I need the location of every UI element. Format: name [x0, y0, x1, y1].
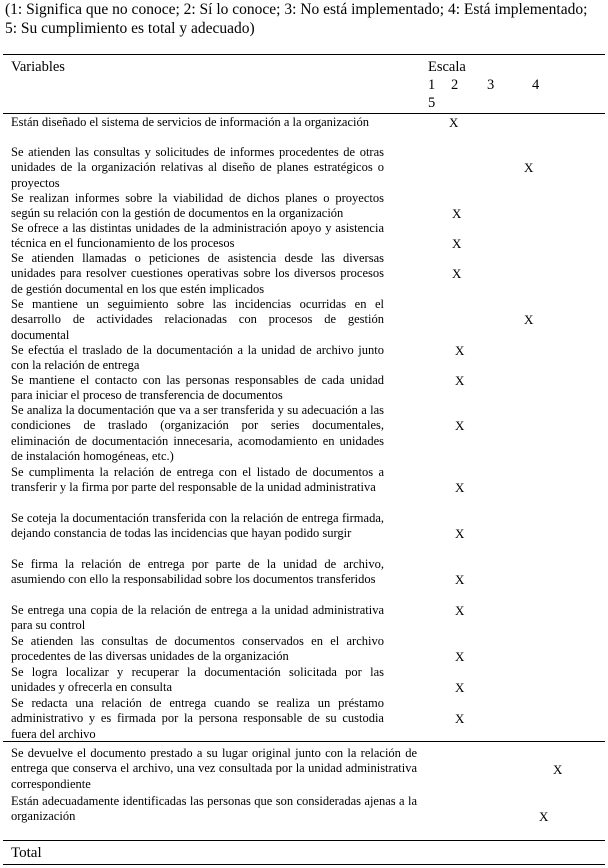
scale-mark: X [452, 266, 462, 281]
scale-mark: X [455, 572, 465, 587]
table-bottom-rule [3, 864, 605, 865]
variable-text: Se atienden las consultas de documentos conservados en el archivo procedentes de las diversas unidades de la organización [11, 634, 384, 664]
total-top-rule [3, 840, 605, 841]
scale-mark: X [524, 160, 534, 175]
scale-value-5: 5 [428, 95, 436, 111]
scale-mark: X [455, 649, 465, 664]
scale-mark: X [455, 373, 465, 388]
variables-header: Variables [11, 59, 65, 75]
header-bottom-rule [3, 113, 605, 114]
variable-text: Se logra localizar y recuperar la documentación solicitada por las unidades y ofrecerla en consulta [11, 665, 384, 695]
scale-mark: X [455, 711, 465, 726]
scale-mark: X [455, 603, 465, 618]
scale-mark: X [455, 526, 465, 541]
section-divider-rule [3, 741, 605, 742]
variable-text: Se mantiene el contacto con las personas responsables de cada unidad para iniciar el proceso de transferencia de documentos [11, 373, 384, 403]
scale-mark: X [452, 236, 462, 251]
scale-header: Escala [428, 59, 466, 75]
scale-mark: X [452, 206, 462, 221]
scale-mark: X [455, 680, 465, 695]
variable-text: Se atienden las consultas y solicitudes de informes procedentes de otras unidades de la organización relativas al diseño de planes estratégicos o proyectos [11, 145, 384, 190]
table-top-rule [3, 54, 605, 55]
scale-mark: X [524, 312, 534, 327]
scale-mark: X [449, 115, 459, 130]
variable-text: Están adecuadamente identificadas las personas que son consideradas ajenas a la organización [11, 794, 417, 824]
scale-mark: X [539, 809, 549, 824]
scale-mark: X [553, 762, 563, 777]
variable-text: Se ofrece a las distintas unidades de la administración apoyo y asistencia técnica en el funcionamiento de los procesos [11, 221, 384, 251]
scale-value-4: 4 [532, 77, 540, 93]
legend-line-1: (1: Significa que no conoce; 2: Sí lo conoce; 3: No está implementado; 4: Está implementado; [5, 1, 588, 18]
variable-text: Se devuelve el documento prestado a su lugar original junto con la relación de entrega que conserva el archivo, una vez consultada por la unidad administrativa correspondiente [11, 746, 417, 791]
variable-text: Están diseñado el sistema de servicios de información a la organización [11, 115, 369, 129]
legend-line-2: 5: Su cumplimiento es total y adecuado) [5, 20, 255, 37]
variable-text: Se analiza la documentación que va a ser transferida y su adecuación a las condiciones de traslado (organización por series documentales, eliminación de documentación innecesaria, acomodamiento en unidades de instalación homogéneas, etc.) [11, 403, 384, 464]
variable-text: Se realizan informes sobre la viabilidad de dichos planes o proyectos según su relación con la gestión de documentos en la organización [11, 191, 384, 221]
scale-legend [5, 0, 605, 38]
variable-text: Se atienden llamadas o peticiones de asistencia desde las diversas unidades para resolver cuestiones operativas sobre los diversos procesos de gestión documental en los que estén implicados [11, 251, 384, 296]
scale-value-3: 3 [487, 77, 495, 93]
variable-text: Se redacta una relación de entrega cuando se realiza un préstamo administrativo y es firmada por la persona responsable de su custodia fuera del archivo [11, 696, 384, 741]
variable-text: Se efectúa el traslado de la documentación a la unidad de archivo junto con la relación de entrega [11, 343, 384, 373]
variable-text: Se coteja la documentación transferida con la relación de entrega firmada, dejando constancia de todas las incidencias que hayan podido surgir [11, 511, 384, 541]
variable-text: Se entrega una copia de la relación de entrega a la unidad administrativa para su control [11, 603, 384, 633]
scale-value-1: 1 [428, 77, 436, 93]
scale-mark: X [455, 480, 465, 495]
variable-text: Se mantiene un seguimiento sobre las incidencias ocurridas en el desarrollo de actividades relacionadas con procesos de gestión documental [11, 297, 384, 342]
scale-mark: X [455, 343, 465, 358]
variable-text: Se cumplimenta la relación de entrega con el listado de documentos a transferir y la firma por parte del responsable de la unidad administrativa [11, 465, 384, 495]
total-label: Total [11, 845, 42, 861]
scale-value-2: 2 [451, 77, 459, 93]
scale-mark: X [455, 418, 465, 433]
variable-text: Se firma la relación de entrega por parte de la unidad de archivo, asumiendo con ello la responsabilidad sobre los documentos transferidos [11, 557, 384, 587]
